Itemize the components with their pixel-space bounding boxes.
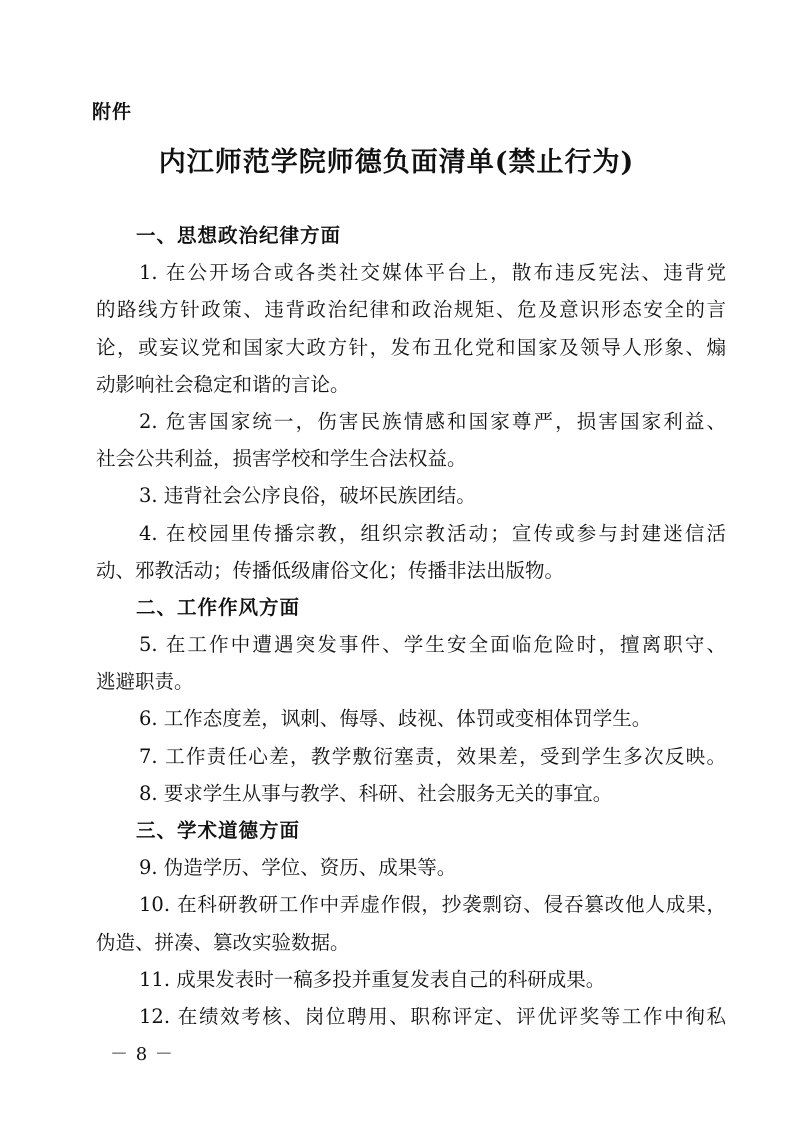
paragraph-line: 的路线方针政策、违背政治纪律和政治规矩、危及意识形态安全的言 bbox=[96, 298, 726, 322]
paragraph-line: 伪造、拼凑、篡改实验数据。 bbox=[96, 930, 350, 954]
paragraph-line: 逃避职责。 bbox=[96, 670, 194, 694]
section-heading: 三、学术道德方面 bbox=[136, 819, 301, 842]
paragraph-line: 5. 在工作中遭遇突发事件、学生安全面临危险时，擅离职守、 bbox=[139, 633, 726, 657]
paragraph-line: 11. 成果发表时一稿多投并重复发表自己的科研成果。 bbox=[139, 967, 606, 991]
attachment-label: 附件 bbox=[92, 101, 133, 123]
paragraph-line: 4. 在校园里传播宗教，组织宗教活动；宣传或参与封建迷信活 bbox=[139, 521, 726, 545]
paragraph-line: 6. 工作态度差，讽刺、侮辱、歧视、体罚或变相体罚学生。 bbox=[139, 707, 652, 731]
paragraph-line: 9. 伪造学历、学位、资历、成果等。 bbox=[139, 856, 457, 880]
paragraph-line: 社会公共利益，损害学校和学生合法权益。 bbox=[96, 447, 467, 471]
paragraph-line: 动、邪教活动；传播低级庸俗文化；传播非法出版物。 bbox=[96, 558, 565, 582]
paragraph-line: 10. 在科研教研工作中弄虚作假，抄袭剽窃、侵吞篡改他人成果， bbox=[139, 893, 726, 917]
document-title: 内江师范学院师德负面清单(禁止行为) bbox=[158, 147, 635, 178]
section-heading: 一、思想政治纪律方面 bbox=[136, 224, 342, 247]
paragraph-line: 2. 危害国家统一，伤害民族情感和国家尊严，损害国家利益、 bbox=[139, 409, 726, 433]
page-number: － 8 － bbox=[110, 1044, 174, 1065]
paragraph-line: 3. 违背社会公序良俗，破坏民族团结。 bbox=[139, 484, 476, 508]
paragraph-line: 1. 在公开场合或各类社交媒体平台上，散布违反宪法、违背党 bbox=[139, 261, 726, 285]
document-body bbox=[96, 217, 726, 1035]
paragraph-line: 动影响社会稳定和谐的言论。 bbox=[96, 372, 350, 396]
paragraph-line: 论，或妄议党和国家大政方针，发布丑化党和国家及领导人形象、煽 bbox=[96, 335, 726, 359]
section-heading: 二、工作作风方面 bbox=[136, 595, 301, 619]
paragraph-line: 12. 在绩效考核、岗位聘用、职称评定、评优评奖等工作中徇私 bbox=[139, 1004, 726, 1028]
paragraph-line: 8. 要求学生从事与教学、科研、社会服务无关的事宜。 bbox=[139, 781, 613, 805]
paragraph-line: 7. 工作责任心差，教学敷衍塞责，效果差，受到学生多次反映。 bbox=[139, 744, 726, 768]
